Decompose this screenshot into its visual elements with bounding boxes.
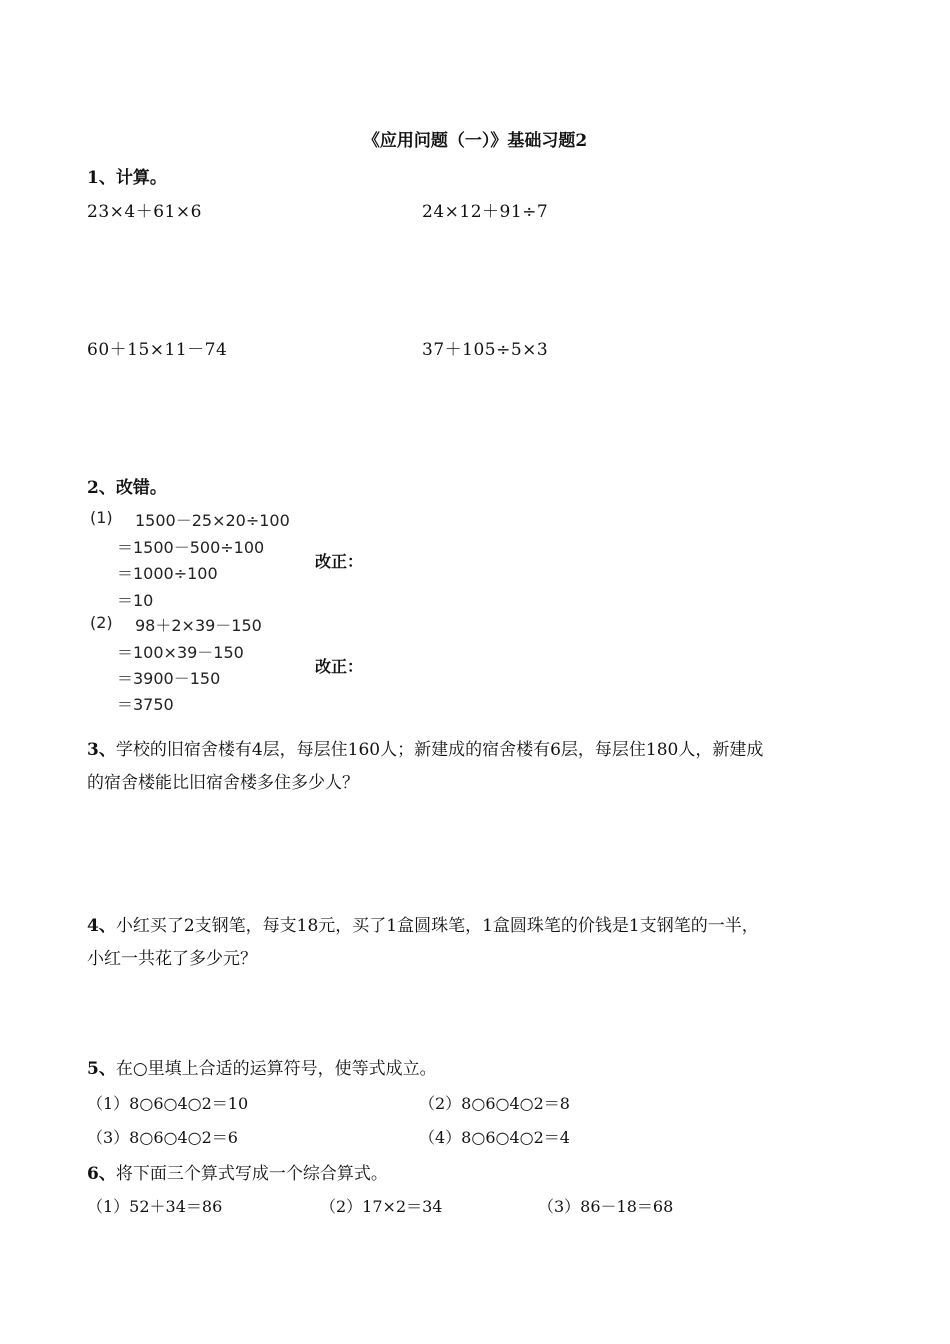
q6-heading bbox=[87, 1159, 388, 1184]
q3-line-2: 的宿舍楼能比旧宿舍楼多住多少人？ bbox=[87, 773, 359, 793]
q5-item-1: （1）8○6○4○2＝10 bbox=[87, 1094, 249, 1113]
q2-correction-label-1: 改正： bbox=[315, 552, 364, 571]
q2-part2-line-4: ＝3750 bbox=[117, 695, 174, 714]
q4-text bbox=[87, 910, 867, 976]
q6-item-1: （1）52＋34＝86 bbox=[87, 1197, 223, 1216]
q6-item-3: （3）86－18＝68 bbox=[538, 1197, 674, 1216]
q6-item-2: （2）17×2＝34 bbox=[320, 1197, 443, 1216]
q5-item-2: （2）8○6○4○2＝8 bbox=[419, 1094, 570, 1113]
q3-number: 3、 bbox=[87, 740, 116, 760]
q5-item-3: （3）8○6○4○2＝6 bbox=[87, 1128, 238, 1147]
q2-part1-line-2: ＝1500－500÷100 bbox=[117, 538, 265, 557]
q5-text: 在○里填上合适的运算符号，使等式成立。 bbox=[115, 1059, 437, 1079]
q5-heading bbox=[87, 1054, 437, 1079]
q2-part1-line-3: ＝1000÷100 bbox=[117, 564, 218, 583]
q4-line-2: 小红一共花了多少元？ bbox=[87, 949, 257, 969]
q6-text: 将下面三个算式写成一个综合算式。 bbox=[115, 1164, 388, 1184]
q2-part2-line-3: ＝3900－150 bbox=[117, 669, 221, 688]
q6-number: 6、 bbox=[87, 1164, 116, 1184]
q3-line-1: 学校的旧宿舍楼有4层，每层住160人；新建成的宿舍楼有6层，每层住180人，新建成 bbox=[115, 740, 764, 760]
q2-part1-line-1: 1500－25×20÷100 bbox=[135, 511, 290, 530]
q1-expr-3: 60＋15×11－74 bbox=[87, 340, 228, 360]
q2-part2-line-1: 98＋2×39－150 bbox=[135, 616, 262, 635]
q5-item-4: （4）8○6○4○2＝4 bbox=[419, 1128, 570, 1147]
q2-heading: 2、改错。 bbox=[87, 478, 167, 498]
page-title: 《应用问题（一）》基础习题2 bbox=[362, 131, 588, 151]
q5-number: 5、 bbox=[87, 1059, 116, 1079]
q2-part2-label: (2) bbox=[90, 613, 113, 632]
q1-heading: 1、计算。 bbox=[87, 168, 167, 188]
q1-expr-4: 37＋105÷5×3 bbox=[422, 340, 549, 360]
q1-expr-1: 23×4＋61×6 bbox=[87, 202, 202, 222]
q2-part1-label: (1) bbox=[90, 508, 113, 527]
q4-line-1: 小红买了2支钢笔，每支18元，买了1盒圆珠笔，1盒圆珠笔的价钱是1支钢笔的一半， bbox=[115, 916, 759, 936]
q2-correction-label-2: 改正： bbox=[315, 657, 364, 676]
q1-expr-2: 24×12＋91÷7 bbox=[422, 202, 549, 222]
q4-number: 4、 bbox=[87, 916, 116, 936]
q2-part1-line-4: ＝10 bbox=[117, 591, 154, 610]
q2-part2-line-2: ＝100×39－150 bbox=[117, 643, 244, 662]
q3-text bbox=[87, 734, 867, 800]
